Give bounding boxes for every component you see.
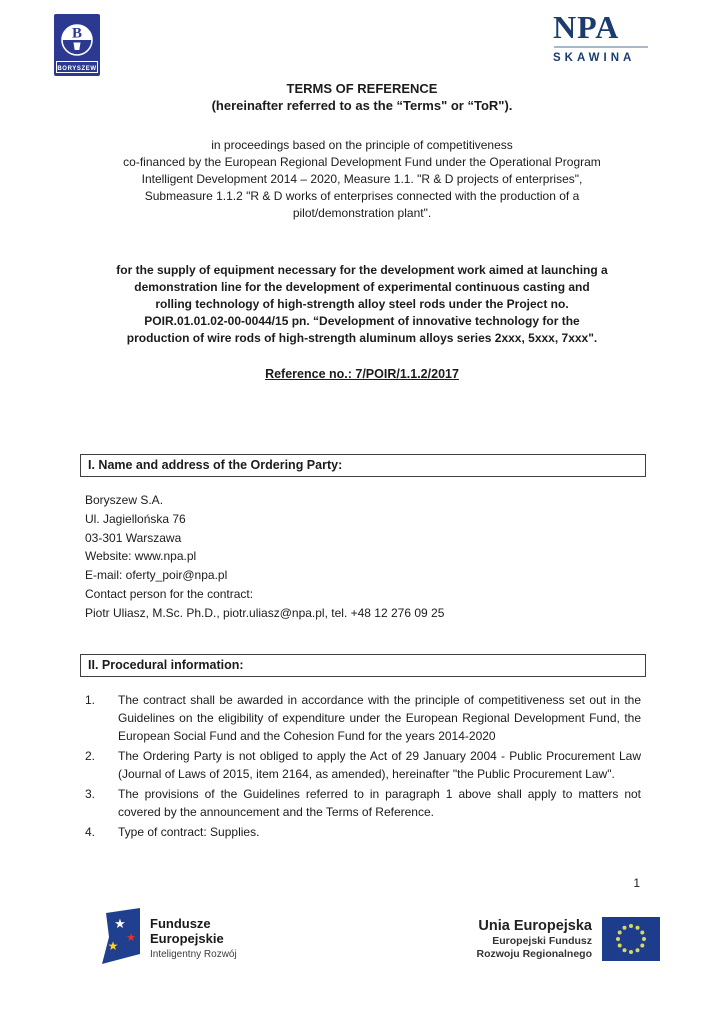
intro-line: Intelligent Development 2014 – 2020, Measure 1.1. "R & D projects of enterprises", [141,172,583,186]
svg-text:★: ★ [126,932,136,944]
list-item-number: 1. [85,693,96,707]
list-item-number: 3. [85,787,96,801]
subject-line: POIR.01.01.02-00-0044/15 pn. “Development of innovative technology for the [144,314,580,328]
svg-text:★: ★ [114,916,126,931]
npa-logo-divider [554,46,648,48]
fundusze-line-1: Fundusze [150,916,211,931]
subject-line: production of wire rods of high-strength aluminum alloys series 2xxx, 5xxx, 7xxx". [126,331,598,345]
unia-europejska-logo [477,914,661,961]
fundusze-line-2: Europejskie [150,931,224,946]
address-line-contact-person: Piotr Uliasz, M.Sc. Ph.D., piotr.uliasz@npa.pl, tel. +48 12 276 09 25 [85,605,445,620]
page-title [0,80,724,114]
list-item [85,785,641,821]
section-2-heading: II. Procedural information: [80,654,646,677]
fundusze-line-3: Inteligentny Rozwój [150,949,237,960]
title-line-1: TERMS OF REFERENCE [286,81,438,96]
list-item [85,823,641,841]
intro-line: co-financed by the European Regional Development Fund under the Operational Program [123,155,601,169]
address-line-contact-label: Contact person for the contract: [85,586,254,601]
unia-line-3: Rozwoju Regionalnego [476,947,592,960]
list-item-text: The provisions of the Guidelines referred to in paragraph 1 above shall apply to matters not covered by the announcement and the Terms of Reference. [118,787,641,819]
svg-text:★: ★ [107,939,119,953]
procedural-information-list [85,691,641,843]
list-item-number: 2. [85,749,96,763]
list-item-number: 4. [85,825,96,839]
subject-paragraph [62,262,662,347]
title-line-2: (hereinafter referred to as the “Terms" or “ToR"). [211,98,513,113]
address-line-website: Website: www.npa.pl [85,549,197,564]
unia-line-1: Unia Europejska [478,918,592,934]
boryszew-logo-icon [54,14,100,76]
fundusze-flag-icon [94,908,142,964]
subject-line: demonstration line for the development of experimental continuous casting and [134,280,590,294]
reference-number: Reference no.: 7/POIR/1.1.2/2017 [265,367,459,381]
list-item [85,747,641,783]
list-item [85,691,641,745]
npa-logo-subtitle: SKAWINA [553,52,636,64]
list-item-text: Type of contract: Supplies. [118,825,260,839]
intro-line: Submeasure 1.1.2 "R & D works of enterprises connected with the production of a [144,189,580,203]
fundusze-europejskie-logo [94,908,237,964]
list-item-text: The contract shall be awarded in accordance with the principle of competitiveness set out in the Guidelines on the eligibility of expenditure under the European Regional Development Fund, the European Social Fund and the Cohesion Fund for the years 2014-2020 [118,693,641,743]
list-item-text: The Ordering Party is not obliged to apply the Act of 29 January 2004 - Public Procurement Law (Journal of Laws of 2015, item 2164, as amended), hereinafter "the Public Procurement Law". [118,749,641,781]
section-1-heading: I. Name and address of the Ordering Party: [80,454,646,477]
unia-text [477,918,593,960]
intro-paragraph [62,137,662,222]
fundusze-text [150,916,237,960]
intro-line: pilot/demonstration plant". [292,206,432,220]
page-number: 1 [633,876,640,890]
boryszew-logo-text: BORYSZEW [57,65,97,72]
unia-line-2: Europejski Fundusz [492,935,592,947]
address-line-email: E-mail: oferty_poir@npa.pl [85,568,228,583]
address-line-city: 03-301 Warszawa [85,530,182,545]
subject-line: for the supply of equipment necessary for the development work aimed at launching a [116,263,608,277]
subject-line: rolling technology of high-strength alloy steel rods under the Project no. [155,297,569,311]
npa-logo-name: NPA [553,9,620,45]
address-line-company: Boryszew S.A. [85,493,164,507]
intro-line: in proceedings based on the principle of competitiveness [211,138,513,152]
address-line-street: Ul. Jagiellońska 76 [85,511,186,526]
eu-flag-icon [602,917,660,961]
boryszew-letter: B [71,25,83,42]
ordering-party-address [85,491,444,623]
npa-logo [553,10,659,64]
boryszew-logo [54,14,100,76]
